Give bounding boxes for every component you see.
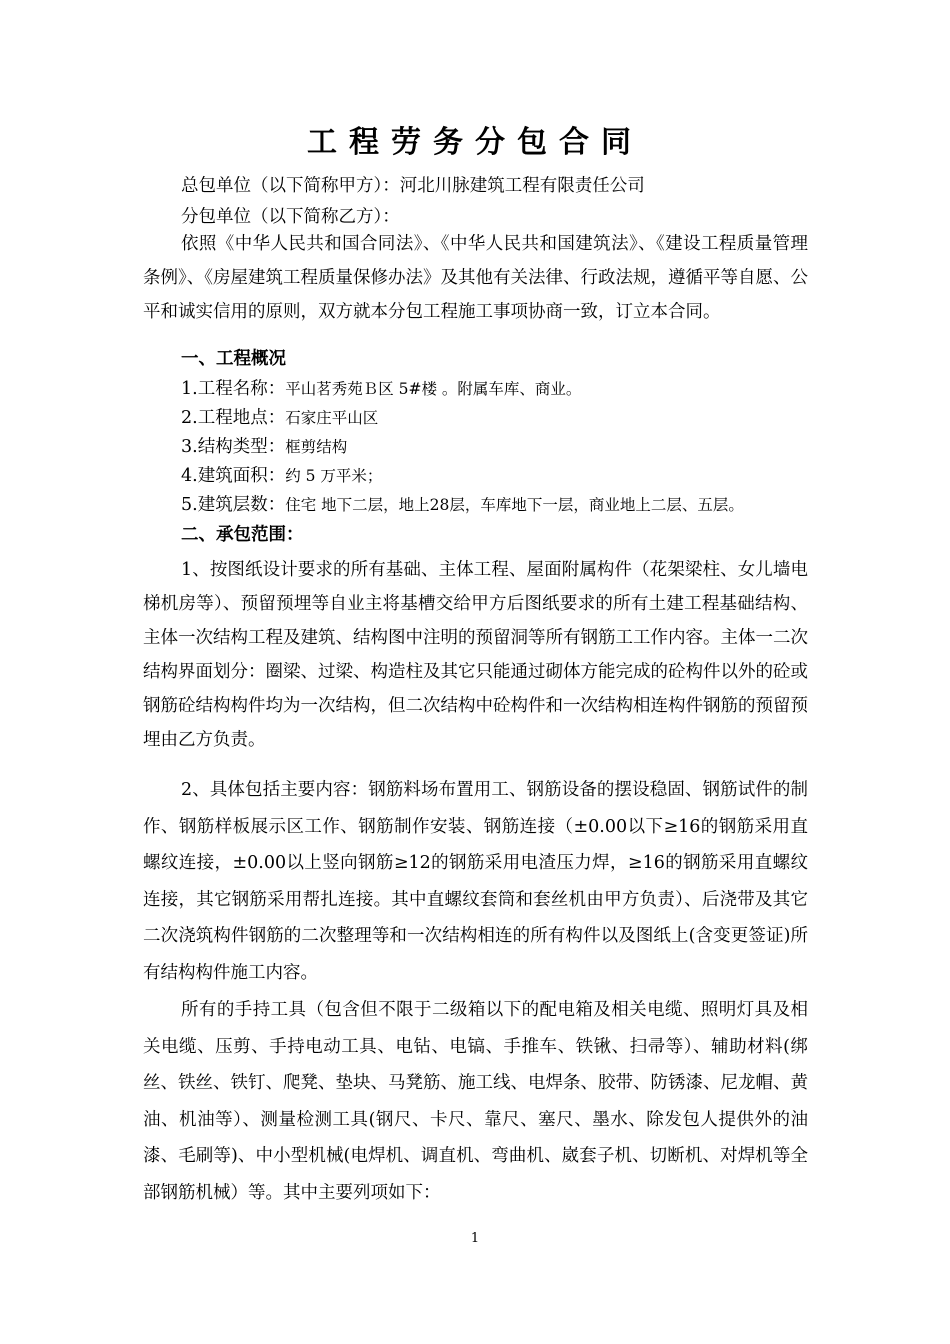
subcontractor-line: 分包单位（以下简称乙方）： xyxy=(181,207,400,227)
intro-paragraph: 依照《中华人民共和国合同法》、《中华人民共和国建筑法》、《建设工程质量管理条例》、《房屋建筑工程质量保修办法》及其他有关法律、行政法规，遵循平等自愿、公平和诚实信用的原则，双方就本分包工程施工事项协商一致，订立本合同。 xyxy=(143,234,808,322)
scope-paragraph-2: 2、具体包括主要内容：钢筋料场布置用工、钢筋设备的摆设稳固、钢筋试件的制作、钢筋样板展示区工作、钢筋制作安装、钢筋连接（±0.00以下≥16的钢筋采用直螺纹连接，±0.00以上竖向钢筋≥12的钢筋采用电渣压力焊，≥16的钢筋采用直螺纹连接，其它钢筋采用帮扎连接。其中直螺纹套筒和套丝机由甲方负责）、后浇带及其它二次浇筑构件钢筋的二次整理等和一次结构相连的所有构件以及图纸上(含变更签证)所有结构构件施工内容。 xyxy=(143,780,808,983)
structure-type-row xyxy=(181,433,347,461)
project-location-row xyxy=(181,404,378,432)
page-number: 1 xyxy=(470,1231,480,1246)
building-floors-label: 5.建筑层数： xyxy=(181,495,286,515)
building-floors-row xyxy=(181,491,744,519)
building-area-value: 约 5 万平米； xyxy=(285,467,383,485)
building-area-label: 4.建筑面积： xyxy=(181,466,286,486)
structure-type-label: 3.结构类型： xyxy=(181,437,286,457)
project-name-row xyxy=(181,375,581,403)
scope-paragraph-1: 1、按图纸设计要求的所有基础、主体工程、屋面附属构件（花架梁柱、女儿墙电梯机房等）、预留预埋等自业主将基槽交给甲方后图纸要求的所有土建工程基础结构、主体一次结构工程及建筑、结构图中注明的预留洞等所有钢筋工工作内容。主体一二次结构界面划分：圈梁、过梁、构造柱及其它只能通过砌体方能完成的砼构件以外的砼或钢筋砼结构构件均为一次结构，但二次结构中砼构件和一次结构相连构件钢筋的预留预埋由乙方负责。 xyxy=(143,560,808,750)
general-contractor-line: 总包单位（以下简称甲方）：河北川脉建筑工程有限责任公司 xyxy=(181,176,645,196)
building-floors-value: 住宅 地下二层，地上28层，车库地下一层，商业地上二层、五层。 xyxy=(285,496,744,514)
section2-heading: 二、承包范围： xyxy=(181,525,304,545)
building-area-row xyxy=(181,462,382,490)
document-title: 工程劳务分包合同 xyxy=(307,125,643,160)
project-name-value: 平山茗秀苑Ｂ区 5#楼 。附属车库、商业。 xyxy=(285,380,582,398)
section1-heading: 一、工程概况 xyxy=(181,349,286,369)
structure-type-value: 框剪结构 xyxy=(285,438,348,456)
project-location-value: 石家庄平山区 xyxy=(285,409,379,427)
project-name-label: 1.工程名称： xyxy=(181,379,286,399)
project-location-label: 2.工程地点： xyxy=(181,408,286,428)
scope-paragraph-3: 所有的手持工具（包含但不限于二级箱以下的配电箱及相关电缆、照明灯具及相关电缆、压剪、手持电动工具、电钻、电镐、手推车、铁锹、扫帚等）、辅助材料(绑丝、铁丝、铁钉、爬凳、垫块、马凳筋、施工线、电焊条、胶带、防锈漆、尼龙帽、黄油、机油等）、测量检测工具(钢尺、卡尺、靠尺、塞尺、墨水、除发包人提供外的油漆、毛刷等)、中小型机械(电焊机、调直机、弯曲机、崴套子机、切断机、对焊机等全部钢筋机械）等。其中主要列项如下： xyxy=(143,1000,808,1203)
